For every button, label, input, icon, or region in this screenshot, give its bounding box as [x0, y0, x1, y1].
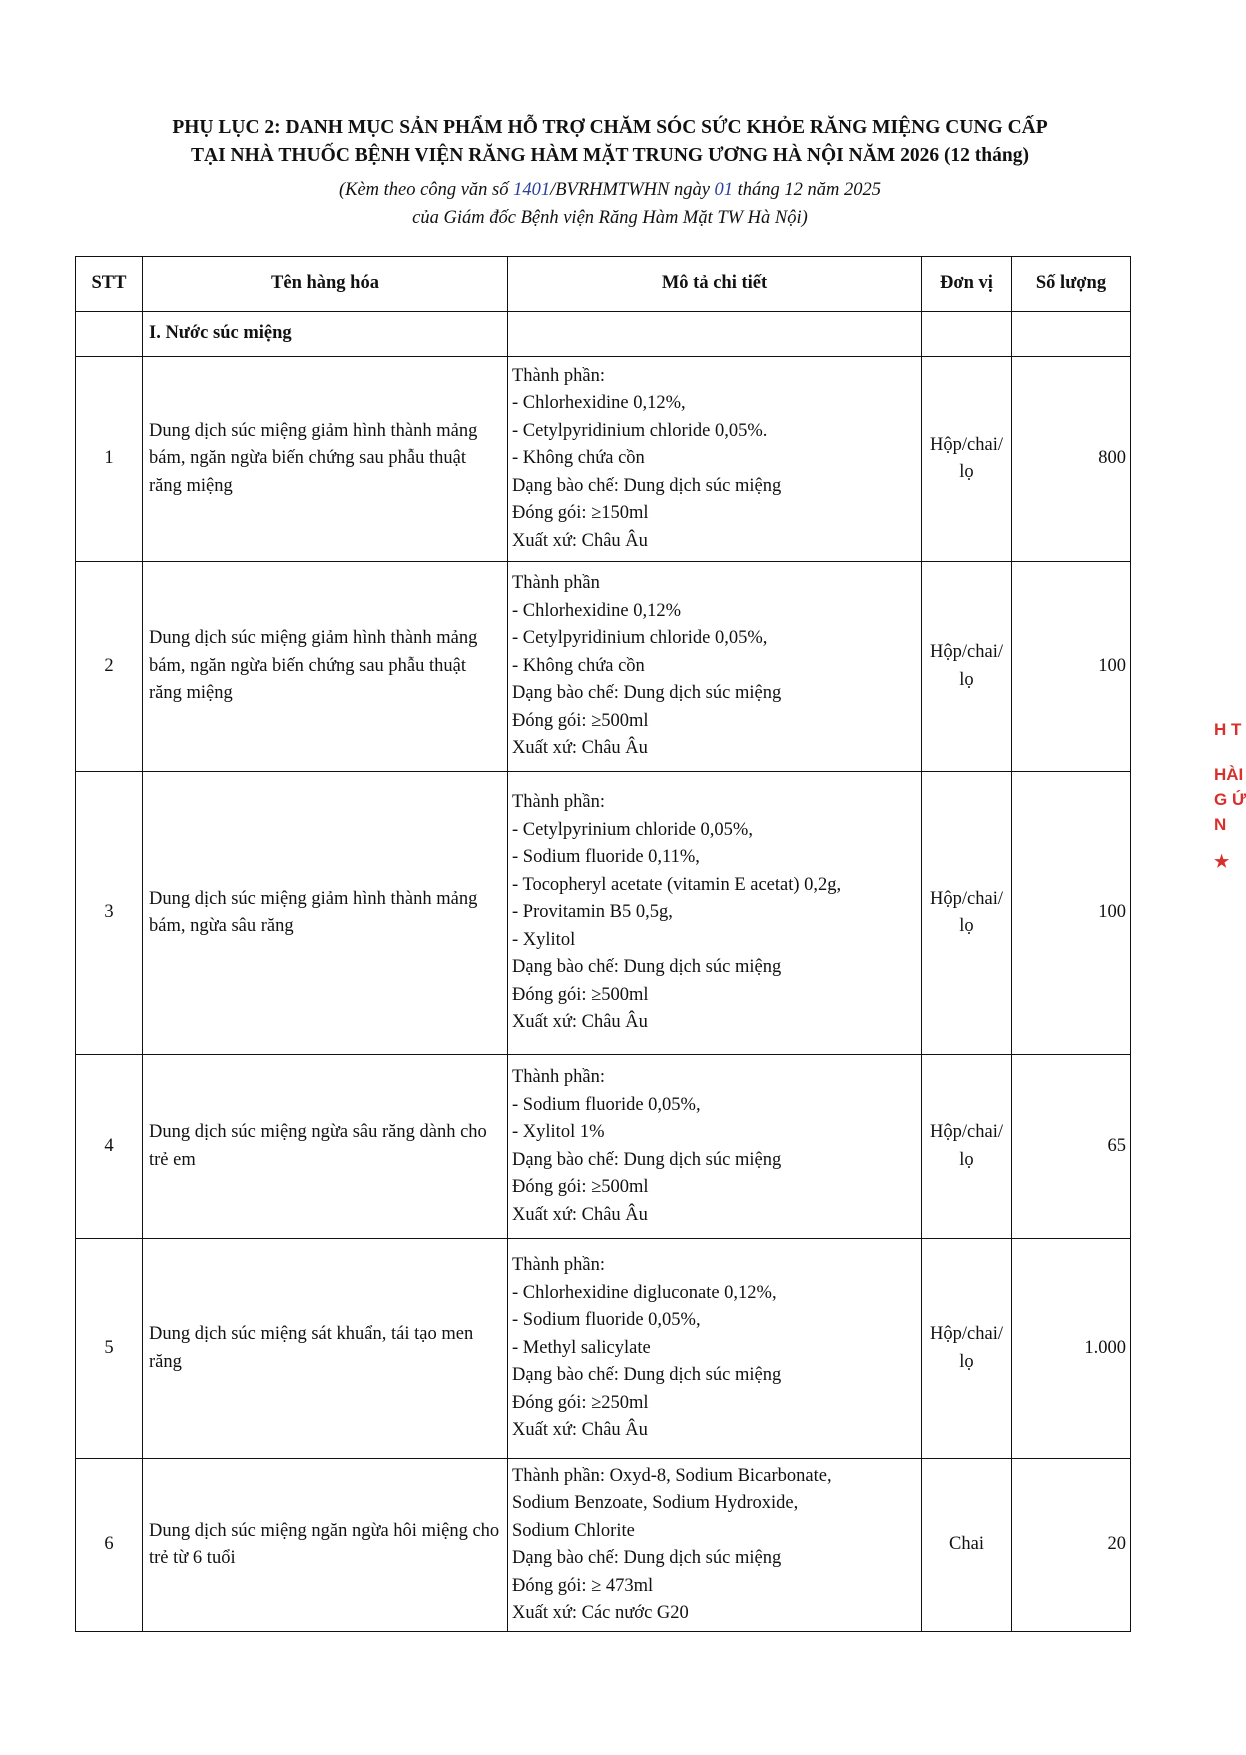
document-title [60, 114, 1160, 170]
row-description [508, 772, 922, 1055]
description-line: - Tocopheryl acetate (vitamin E acetat) 0,2g, [512, 874, 842, 895]
description-line: Dạng bào chế: Dung dịch súc miệng [512, 475, 782, 496]
description-line: - Cetylpyridinium chloride 0,05%. [512, 420, 768, 441]
header-desc: Mô tả chi tiết [508, 257, 922, 312]
description-line: - Xylitol 1% [512, 1122, 605, 1142]
row-unit: Chai [922, 1459, 1012, 1632]
product-table [75, 256, 1131, 1632]
table-header-row [76, 257, 1131, 312]
row-product-name: Dung dịch súc miệng giảm hình thành mảng bám, ngăn ngừa biến chứng sau phẫu thuật răng miệng [143, 562, 508, 772]
row-unit: Hộp/chai/ lọ [922, 357, 1012, 562]
description-line: Xuất xứ: Châu Âu [512, 1012, 648, 1033]
title-line-2: TẠI NHÀ THUỐC BỆNH VIỆN RĂNG HÀM MẶT TRUNG ƯƠNG HÀ NỘI NĂM 2026 (12 tháng) [190, 145, 1029, 166]
description-line: Dạng bào chế: Dung dịch súc miệng [512, 1149, 782, 1170]
description-line: Thành phần: [512, 1067, 605, 1087]
table-row [76, 562, 1131, 772]
description-line: - Sodium fluoride 0,11%, [512, 847, 700, 868]
row-stt: 1 [76, 357, 143, 562]
description-line: Dạng bào chế: Dung dịch súc miệng [512, 1365, 782, 1386]
row-quantity: 100 [1012, 772, 1131, 1055]
description-line: Thành phần [512, 573, 600, 594]
row-product-name: Dung dịch súc miệng sát khuẩn, tái tạo men răng [143, 1239, 508, 1459]
stamp-text: N [1214, 815, 1227, 834]
description-line: Dạng bào chế: Dung dịch súc miệng [512, 1548, 782, 1568]
row-stt: 6 [76, 1459, 143, 1632]
description-line: - Provitamin B5 0,5g, [512, 902, 673, 923]
description-line: Thành phần: Oxyd-8, Sodium Bicarbonate, [512, 1465, 832, 1486]
table-row [76, 357, 1131, 562]
section-title: I. Nước súc miệng [143, 312, 508, 357]
row-quantity: 65 [1012, 1055, 1131, 1239]
description-line: Thành phần: [512, 792, 605, 813]
description-line: - Xylitol [512, 929, 576, 950]
document-subtitle [60, 176, 1160, 232]
row-unit: Hộp/chai/ lọ [922, 562, 1012, 772]
table-row [76, 1055, 1131, 1239]
description-line: Đóng gói: ≥500ml [512, 1177, 649, 1197]
description-line: - Chlorhexidine 0,12% [512, 600, 682, 621]
description-line: Đóng gói: ≥500ml [512, 984, 649, 1005]
description-line: Xuất xứ: Châu Âu [512, 1204, 648, 1225]
header-unit: Đơn vị [922, 257, 1012, 312]
row-product-name: Dung dịch súc miệng ngăn ngừa hôi miệng cho trẻ từ 6 tuổi [143, 1459, 508, 1632]
handwritten-day: 01 [714, 180, 734, 200]
row-product-name: Dung dịch súc miệng ngừa sâu răng dành cho trẻ em [143, 1055, 508, 1239]
stamp-text: H T [1214, 720, 1242, 739]
row-description [508, 1055, 922, 1239]
row-stt: 2 [76, 562, 143, 772]
description-line: - Không chứa cồn [512, 655, 645, 676]
section-row [76, 312, 1131, 357]
description-line: Đóng gói: ≥500ml [512, 710, 649, 731]
description-line: - Sodium fluoride 0,05%, [512, 1094, 701, 1115]
row-unit: Hộp/chai/ lọ [922, 772, 1012, 1055]
section-qty-cell [1012, 312, 1131, 357]
description-line: Sodium Benzoate, Sodium Hydroxide, [512, 1493, 799, 1513]
subtitle-mid: /BVRHMTWHN ngày [550, 180, 715, 200]
stamp-text: G Ứ [1214, 790, 1246, 809]
subtitle-line-1 [60, 176, 1160, 204]
title-line-1: PHỤ LỤC 2: DANH MỤC SẢN PHẨM HỖ TRỢ CHĂM SÓC SỨC KHỎE RĂNG MIỆNG CUNG CẤP [172, 117, 1048, 138]
row-product-name: Dung dịch súc miệng giảm hình thành mảng bám, ngăn ngừa biến chứng sau phẫu thuật răng miệng [143, 357, 508, 562]
row-product-name: Dung dịch súc miệng giảm hình thành mảng bám, ngừa sâu răng [143, 772, 508, 1055]
description-line: - Methyl salicylate [512, 1337, 651, 1358]
description-line: Dạng bào chế: Dung dịch súc miệng [512, 957, 782, 978]
row-unit: Hộp/chai/ lọ [922, 1055, 1012, 1239]
row-quantity: 800 [1012, 357, 1131, 562]
row-description [508, 1459, 922, 1632]
table-row [76, 1459, 1131, 1632]
row-quantity: 100 [1012, 562, 1131, 772]
row-stt: 4 [76, 1055, 143, 1239]
description-line: - Sodium fluoride 0,05%, [512, 1310, 701, 1331]
description-line: Thành phần: [512, 365, 605, 386]
subtitle-suffix: tháng 12 năm 2025 [733, 180, 882, 200]
description-line: Đóng gói: ≥ 473ml [512, 1575, 654, 1596]
row-unit: Hộp/chai/ lọ [922, 1239, 1012, 1459]
header-stt: STT [76, 257, 143, 312]
handwritten-doc-number: 1401 [513, 180, 551, 200]
table-body [76, 312, 1131, 1632]
description-line: Xuất xứ: Châu Âu [512, 530, 648, 551]
row-stt: 3 [76, 772, 143, 1055]
subtitle-prefix: (Kèm theo công văn số [338, 180, 514, 200]
description-line: Xuất xứ: Châu Âu [512, 1420, 648, 1441]
description-line: Xuất xứ: Châu Âu [512, 738, 648, 759]
description-line: Dạng bào chế: Dung dịch súc miệng [512, 683, 782, 704]
stamp-text: ★ [1214, 852, 1230, 871]
red-seal-stamp-fragment [1212, 720, 1246, 950]
section-stt-cell [76, 312, 143, 357]
row-description [508, 1239, 922, 1459]
description-line: Sodium Chlorite [512, 1520, 635, 1541]
table-row [76, 1239, 1131, 1459]
description-line: - Chlorhexidine 0,12%, [512, 393, 686, 414]
subtitle-line-2: của Giám đốc Bệnh viện Răng Hàm Mặt TW Hà Nội) [412, 208, 808, 228]
description-line: - Không chứa cồn [512, 448, 645, 469]
header-qty: Số lượng [1012, 257, 1131, 312]
stamp-text: HÀI [1214, 765, 1244, 784]
row-stt: 5 [76, 1239, 143, 1459]
description-line: Đóng gói: ≥250ml [512, 1392, 649, 1413]
description-line: Đóng gói: ≥150ml [512, 503, 649, 524]
description-line: - Cetylpyridinium chloride 0,05%, [512, 628, 768, 649]
row-quantity: 1.000 [1012, 1239, 1131, 1459]
row-quantity: 20 [1012, 1459, 1131, 1632]
description-line: - Cetylpyrinium chloride 0,05%, [512, 819, 753, 840]
description-line: Thành phần: [512, 1255, 605, 1276]
description-line: Xuất xứ: Các nước G20 [512, 1603, 689, 1623]
section-desc-cell [508, 312, 922, 357]
row-description [508, 562, 922, 772]
section-unit-cell [922, 312, 1012, 357]
table-row [76, 772, 1131, 1055]
description-line: - Chlorhexidine digluconate 0,12%, [512, 1282, 777, 1303]
row-description [508, 357, 922, 562]
header-name: Tên hàng hóa [143, 257, 508, 312]
